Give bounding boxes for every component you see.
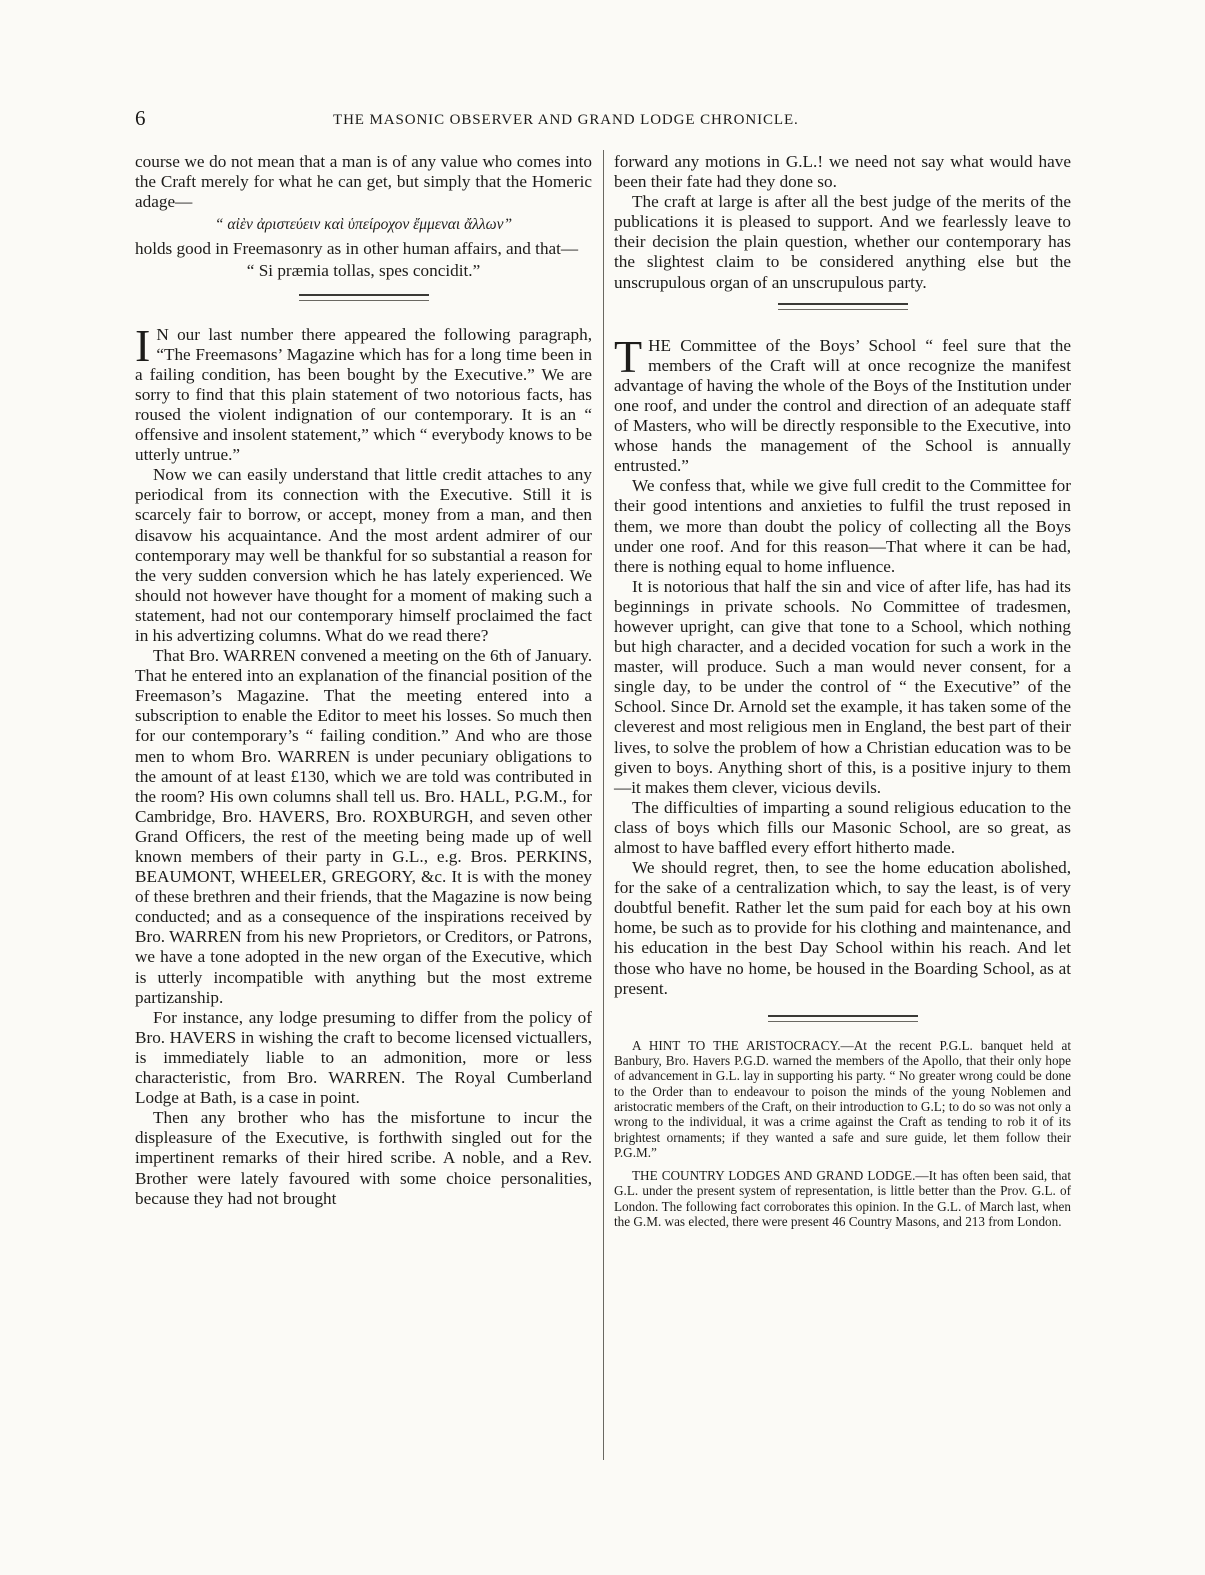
page-number: 6 (135, 106, 146, 130)
paragraph-for-instance: For instance, any lodge presuming to differ from the policy of Bro. HAVERS in wishing the craft to become licensed victuallers, is immediately liable to an admonition, more or less characteristic, from Bro. WARREN. The Royal Cumberland Lodge at Bath, is a case in point. (135, 1007, 592, 1108)
paragraph-committee-text: HE Committee of the Boys’ School “ feel sure that the members of the Craft will at once recognize the manifest advantage of having the whole of the Boys of the Institution under one roof, and under the control and direction of an adequate staff of Masters, who will be directly responsible to the Executive, into whose hands the management of the School is annually entrusted.” (614, 335, 1071, 476)
paragraph-committee (614, 330, 1071, 477)
paragraph-craft-at-large: The craft at large is after all the best judge of the merits of the publications it is pleased to support. And we fearlessly leave to their decision the plain question, whether our contemporary has the slightest claim to be considered anything else but the unscrupulous organ of an unscrupulous party. (614, 192, 1071, 292)
column-divider (603, 150, 604, 1460)
latin-quote: “ Si præmia tollas, spes concidit.” (246, 261, 481, 281)
notes-block (614, 1038, 1071, 1230)
paragraph-forward: forward any motions in G.L.! we need not say what would have been their fate had they done so. (614, 152, 1071, 192)
drop-cap-letter-right: T (614, 330, 643, 382)
paragraph-we-confess: We confess that, while we give full credit to the Committee for their good intentions and anxieties to fulfil the trust reposed in them, we more than doubt the policy of collecting all the Boys under one roof. And for this reason—That where it can be had, there is nothing equal to home influence. (614, 476, 1071, 576)
section-rule (299, 294, 429, 301)
note-country-lodges: THE COUNTRY LODGES AND GRAND LODGE.—It has often been said, that G.L. under the present system of representation, is little better than the Prov. G.L. of London. The following fact corroborates this opinion. In the G.L. of March last, when the G.M. was elected, there were present 46 Country Masons, and 213 from London. (614, 1168, 1071, 1230)
page-header (135, 104, 1075, 134)
left-column (135, 152, 592, 1209)
notes-rule (768, 1015, 918, 1022)
paragraph-that-bro-warren: That Bro. WARREN convened a meeting on the 6th of January. That he entered into an explanation of the financial position of the Freemason’s Magazine. That the meeting entered into a subscription to enable the Editor to meet his losses. So much then for our contemporary’s “ failing condition.” And who are those men to whom Bro. WARREN is under pecuniary obligations to the amount of at least £130, which we are told was contributed in the room? His own columns shall tell us. Bro. HALL, P.G.M., for Cambridge, Bro. HAVERS, Bro. ROXBURGH, and seven other Grand Officers, the rest of the meeting being made up of well known members of their party in G.L., e.g. Bros. PERKINS, BEAUMONT, WHEELER, GREGORY, &c. It is with the money of these brethren and their friends, that the Magazine is now being conducted; and as a consequence of the inspirations received by Bro. WARREN from his new Proprietors, or Creditors, or Patrons, we have a tone adopted in the new organ of the Executive, which is utterly incompatible with anything but the most extreme partizanship. (135, 646, 592, 1007)
right-column (614, 152, 1071, 1229)
section-rule-right (778, 303, 908, 310)
paragraph-should-regret: We should regret, then, to see the home education abolished, for the sake of a centralization which, to say the least, is of very doubtful benefit. Rather let the sum paid for each boy at his own home, be such as to provide for his clothing and maintenance, and his education in the best Day School within his reach. And let those who have no home, be housed in the Boarding School, as at present. (614, 858, 1071, 998)
paragraph-difficulties: The difficulties of imparting a sound religious education to the class of boys which fills our Masonic School, are so great, as almost to have baffled every effort hitherto made. (614, 797, 1071, 857)
running-head: THE MASONIC OBSERVER AND GRAND LODGE CHRONICLE. (333, 112, 799, 128)
paragraph-last-number (135, 319, 592, 466)
greek-quote: “ αἰὲν ἀριστεύειν καὶ ὑπείροχον ἔμμεναι ἄλλων” (214, 216, 513, 234)
drop-cap-letter: I (135, 319, 151, 371)
paragraph-course: course we do not mean that a man is of any value who comes into the Craft merely for what he can get, but simply that the Homeric adage— (135, 152, 592, 212)
paragraph-now: Now we can easily understand that little credit attaches to any periodical from its connection with the Executive. Still it is scarcely fair to borrow, or accept, money from a man, and then disavow his acquaintance. And the most ardent admirer of our contemporary may well be thankful for so substantial a reason for the very sudden conversion which he has lately experienced. We should not however have thought for a moment of making such a statement, had not our contemporary himself proclaimed the fact in his advertizing columns. What do we read there? (135, 465, 592, 645)
paragraph-holds-good: holds good in Freemasonry as in other human affairs, and that— (135, 239, 579, 259)
note-hint-to-aristocracy: A HINT TO THE ARISTOCRACY.—At the recent P.G.L. banquet held at Banbury, Bro. Havers P.G.D. warned the members of the Apollo, that their only hope of advancement in G.L. lay in supporting his party. “ No greater wrong could be done to the Order than to endeavour to poison the minds of the young Noblemen and aristocratic members of the Craft, on their introduction to G.L; to do so was not only a wrong to the individual, it was a crime against the Craft as tending to rob it of its brightest ornaments; if they wanted a safe and sure guide, let them follow their P.G.M.” (614, 1037, 1071, 1160)
paragraph-last-number-text: N our last number there appeared the following paragraph, “The Freemasons’ Magazine which has for a long time been in a failing condition, has been bought by the Executive.” We are sorry to find that this plain statement of two notorious facts, has roused the violent indignation of our contemporary. It is an “ offensive and insolent statement,” which “ everybody knows to be utterly untrue.” (135, 324, 592, 465)
paragraph-then-any-brother: Then any brother who has the misfortune to incur the displeasure of the Executive, is forthwith singled out for the impertinent remarks of their hired scribe. A noble, and a Rev. Brother were lately favoured with some choice personalities, because they had not brought (135, 1108, 592, 1208)
paragraph-notorious: It is notorious that half the sin and vice of after life, has had its beginnings in private schools. No Committee of tradesmen, however upright, can give that tone to a School, which nothing but high character, and a decided vocation for such a work in the master, will produce. Such a man would never consent, for a single day, to be under the control of “ the Executive” of the School. Since Dr. Arnold set the example, it has taken some of the cleverest and most religious men in England, the best part of their lives, to solve the problem of how a Christian education was to be given to boys. Anything short of this, is a positive injury to them—it makes them clever, vicious devils. (614, 576, 1071, 797)
